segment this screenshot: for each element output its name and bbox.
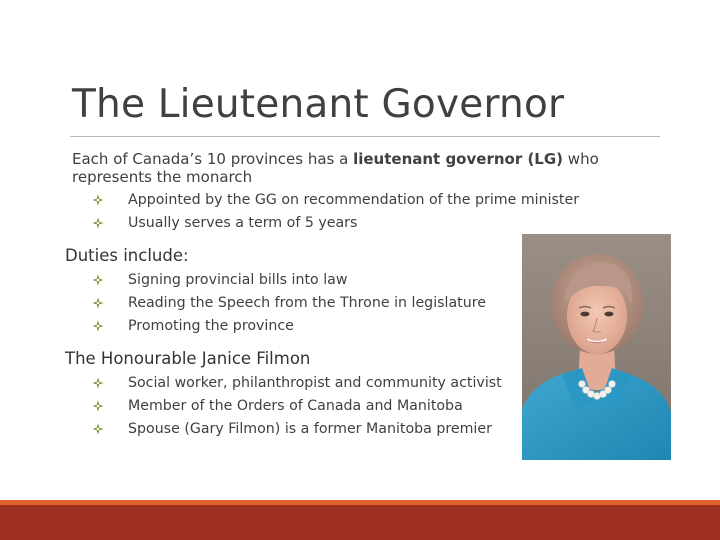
footer-band xyxy=(0,505,720,540)
bullet-text: Appointed by the GG on recommendation of the prime minister xyxy=(128,191,580,208)
diamond-flourish-icon xyxy=(92,423,128,435)
list-item xyxy=(92,417,502,440)
person-heading: The Honourable Janice Filmon xyxy=(65,349,311,368)
title-divider xyxy=(70,136,660,137)
list-item xyxy=(92,394,502,417)
list-item xyxy=(92,371,502,394)
intro-text-line2: represents the monarch xyxy=(72,168,253,186)
diamond-flourish-icon xyxy=(92,320,128,332)
portrait-illustration xyxy=(522,234,671,460)
diamond-flourish-icon xyxy=(92,194,128,206)
duties-heading: Duties include: xyxy=(65,246,189,265)
duties-bullet-list xyxy=(92,268,486,337)
bullet-text: Promoting the province xyxy=(128,317,294,334)
list-item xyxy=(92,291,486,314)
intro-bullet-list xyxy=(92,188,579,234)
list-item xyxy=(92,314,486,337)
bullet-text: Member of the Orders of Canada and Manitoba xyxy=(128,397,463,414)
bullet-text: Usually serves a term of 5 years xyxy=(128,214,358,231)
diamond-flourish-icon xyxy=(92,377,128,389)
diamond-flourish-icon xyxy=(92,217,128,229)
bullet-text: Signing provincial bills into law xyxy=(128,271,348,288)
diamond-flourish-icon xyxy=(92,400,128,412)
diamond-flourish-icon xyxy=(92,297,128,309)
portrait-photo xyxy=(522,234,671,460)
person-bullet-list xyxy=(92,371,502,440)
list-item xyxy=(92,268,486,291)
intro-paragraph xyxy=(72,150,632,186)
bullet-text: Social worker, philanthropist and community activist xyxy=(128,374,502,391)
slide-title: The Lieutenant Governor xyxy=(72,82,565,127)
bullet-text: Reading the Speech from the Throne in legislature xyxy=(128,294,486,311)
diamond-flourish-icon xyxy=(92,274,128,286)
intro-text-start: Each of Canada’s 10 provinces has a xyxy=(72,150,354,168)
bullet-text: Spouse (Gary Filmon) is a former Manitoba premier xyxy=(128,420,492,437)
intro-text-end: who xyxy=(563,150,599,168)
list-item xyxy=(92,188,579,211)
list-item xyxy=(92,211,579,234)
intro-bold-term: lieutenant governor (LG) xyxy=(353,150,564,168)
